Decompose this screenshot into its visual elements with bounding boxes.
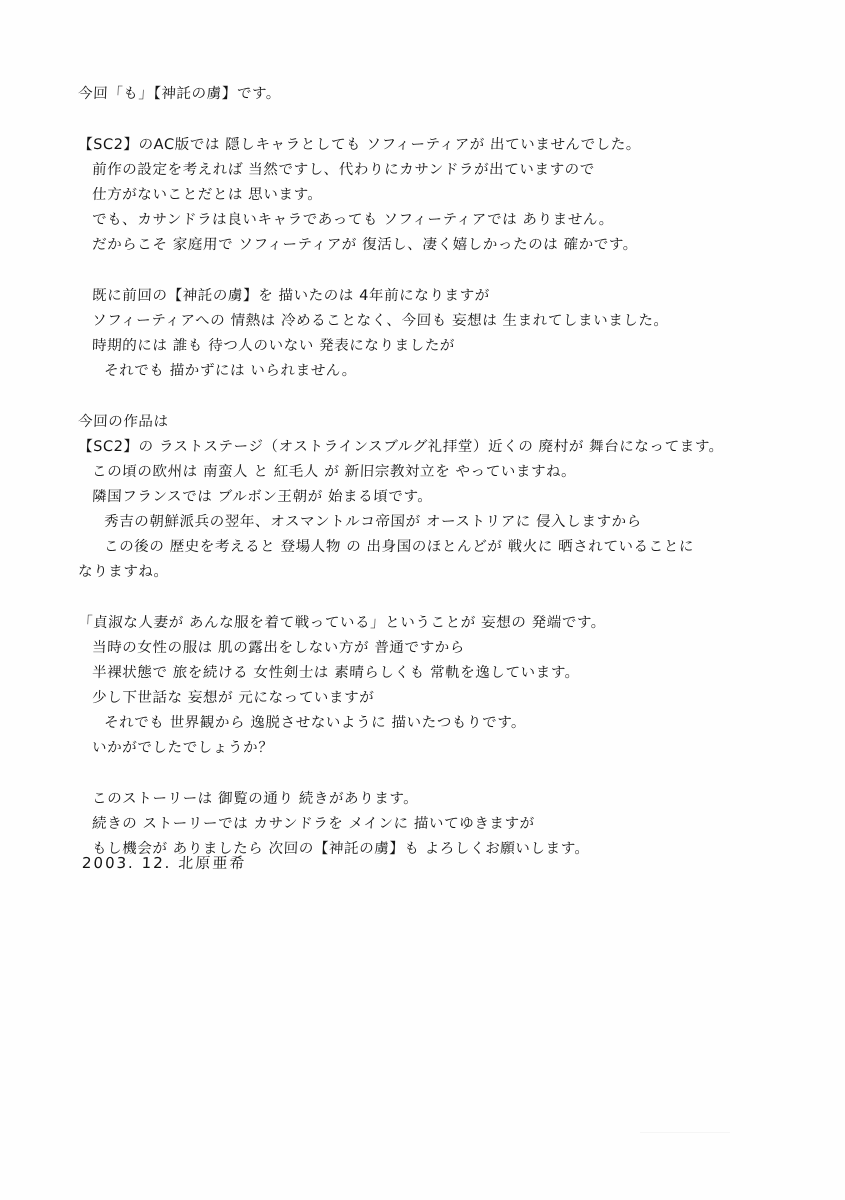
text-line: それでも 描かずには いられません。 (103, 363, 358, 379)
paper-smudge (640, 1120, 730, 1133)
text-line: このストーリーは 御覧の通り 続きがあります。 (91, 791, 419, 807)
text-line: もし機会が ありましたら 次回の【神託の虜】も よろしくお願いします。 (91, 841, 591, 857)
text-block-sc2-note (78, 133, 778, 258)
text-line: それでも 世界観から 逸脱させないように 描いたつもりです。 (103, 715, 527, 731)
text-line: この頃の欧州は 南蛮人 と 紅毛人 が 新旧宗教対立を やっていますね。 (91, 464, 577, 480)
text-line: なりますね。 (77, 564, 169, 580)
text-block-fantasy (78, 611, 778, 761)
text-line: 隣国フランスでは ブルボン王朝が 始まる頃です。 (91, 489, 433, 505)
text-block-setting (78, 410, 778, 585)
text-block-intro (78, 82, 778, 107)
text-line: 「貞淑な人妻が あんな服を着て戦っている」ということが 妄想の 発端です。 (77, 615, 607, 631)
text-line: ソフィーティアへの 情熱は 冷めることなく、今回も 妄想は 生まれてしまいました。 (91, 313, 670, 329)
text-line: 少し下世話な 妄想が 元になっていますが (91, 690, 375, 706)
signature: 2003. 12. 北原亜希 (81, 854, 247, 872)
text-line: でも、カサンドラは良いキャラであっても ソフィーティアでは ありません。 (91, 212, 615, 228)
text-line: 今回「も」【神託の虜】です。 (77, 86, 282, 102)
text-line: 時期的には 誰も 待つ人のいない 発表になりましたが (91, 338, 456, 354)
afterword-text-body (78, 82, 778, 888)
text-line: 半裸状態で 旅を続ける 女性剣士は 素晴らしくも 常軌を逸しています。 (91, 665, 581, 681)
text-line: いかがでしたでしょうか？ (91, 740, 274, 756)
text-line: 続きの ストーリーでは カサンドラを メインに 描いてゆきますが (91, 816, 535, 832)
text-line: 秀吉の朝鮮派兵の翌年、オスマントルコ帝国が オーストリアに 侵入しますから (103, 514, 643, 530)
text-line: 前作の設定を考えれば 当然ですし、代わりにカサンドラが出ていますので (91, 162, 596, 178)
text-line: 当時の女性の服は 肌の露出をしない方が 普通ですから (91, 640, 466, 656)
text-line: 今回の作品は (77, 414, 169, 430)
text-line: だからこそ 家庭用で ソフィーティアが 復活し、凄く嬉しかったのは 確かです。 (91, 237, 639, 253)
text-block-closing (78, 787, 778, 862)
text-line: 【SC2】のAC版では 隠しキャラとしても ソフィーティアが 出ていませんでした。 (77, 137, 642, 153)
text-line: この後の 歴史を考えると 登場人物 の 出身国のほとんどが 戦火に 晒されていることに (103, 539, 695, 555)
text-block-previous-work (78, 284, 778, 384)
text-line: 仕方がないことだとは 思います。 (91, 187, 323, 203)
text-line: 既に前回の【神託の虜】を 描いたのは 4年前になりますが (91, 288, 491, 304)
text-line: 【SC2】の ラストステージ（オストラインスブルグ礼拝堂）近くの 廃村が 舞台になってます。 (77, 439, 725, 455)
